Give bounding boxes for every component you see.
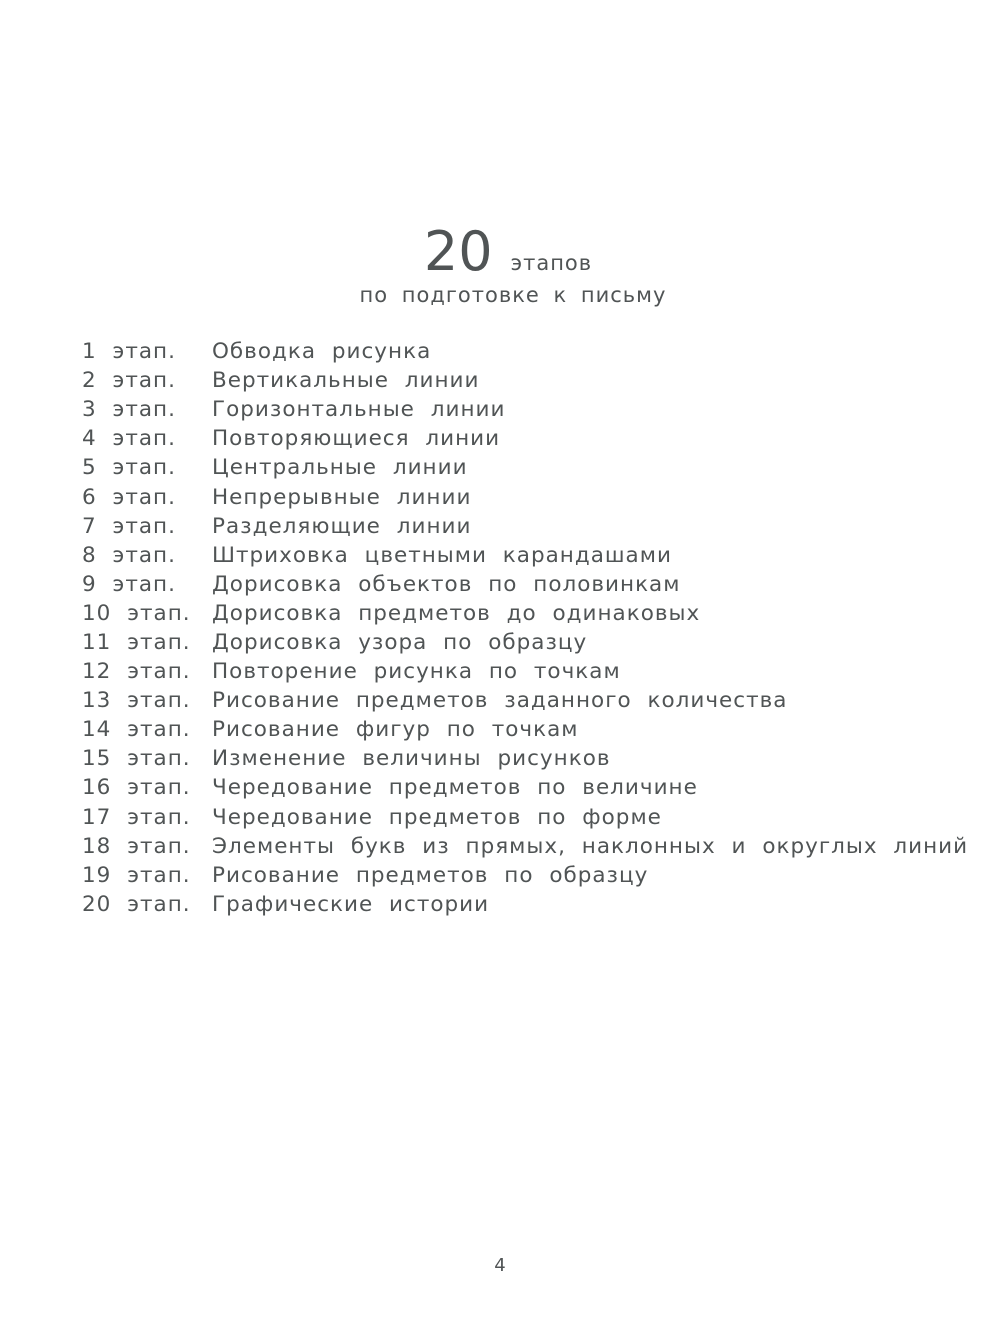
stage-name: Дорисовка предметов до одинаковых bbox=[212, 600, 701, 626]
stage-name: Штриховка цветными карандашами bbox=[212, 542, 672, 568]
stage-label: 11 этап. bbox=[82, 629, 191, 655]
list-item bbox=[82, 628, 982, 657]
title-number: 20 bbox=[423, 220, 493, 283]
stage-name: Элементы букв из прямых, наклонных и округлых линий bbox=[212, 833, 969, 859]
page-subtitle: по подготовке к письму bbox=[359, 283, 667, 307]
stages-list bbox=[82, 337, 982, 919]
stage-name: Повторяющиеся линии bbox=[212, 426, 501, 452]
list-item bbox=[82, 599, 982, 628]
stage-name: Горизонтальные линии bbox=[212, 397, 506, 423]
stage-label: 12 этап. bbox=[82, 659, 191, 685]
list-item bbox=[82, 773, 982, 802]
list-item bbox=[82, 861, 982, 890]
list-item bbox=[82, 395, 982, 424]
stage-label: 17 этап. bbox=[82, 804, 191, 830]
stage-label: 6 этап. bbox=[82, 484, 176, 510]
list-item bbox=[82, 803, 982, 832]
stage-label: 14 этап. bbox=[82, 717, 191, 743]
list-item bbox=[82, 482, 982, 511]
stage-label: 3 этап. bbox=[82, 397, 176, 423]
title-word: этапов bbox=[510, 251, 593, 275]
list-item bbox=[82, 686, 982, 715]
list-item bbox=[82, 657, 982, 686]
stage-name: Чередование предметов по форме bbox=[212, 804, 662, 830]
stage-name: Графические истории bbox=[212, 891, 490, 917]
stage-name: Рисование предметов заданного количества bbox=[212, 688, 788, 714]
page-title bbox=[0, 222, 1000, 282]
page-title-block bbox=[0, 222, 1000, 307]
stage-name: Повторение рисунка по точкам bbox=[212, 659, 621, 685]
stage-name: Дорисовка объектов по половинкам bbox=[212, 571, 681, 597]
stage-name: Вертикальные линии bbox=[212, 368, 480, 394]
stage-name: Разделяющие линии bbox=[212, 513, 472, 539]
stage-label: 10 этап. bbox=[82, 600, 191, 626]
list-item bbox=[82, 715, 982, 744]
stage-label: 5 этап. bbox=[82, 455, 176, 481]
list-item bbox=[82, 512, 982, 541]
stage-label: 9 этап. bbox=[82, 571, 176, 597]
stage-label: 20 этап. bbox=[82, 891, 191, 917]
list-item bbox=[82, 832, 982, 861]
stage-name: Рисование предметов по образцу bbox=[212, 862, 649, 888]
stage-name: Изменение величины рисунков bbox=[212, 746, 611, 772]
page-number: 4 bbox=[494, 1255, 506, 1276]
stage-label: 13 этап. bbox=[82, 688, 191, 714]
stage-name: Дорисовка узора по образцу bbox=[212, 629, 588, 655]
list-item bbox=[82, 744, 982, 773]
list-item bbox=[82, 890, 982, 919]
stage-name: Центральные линии bbox=[212, 455, 468, 481]
stage-label: 18 этап. bbox=[82, 833, 191, 859]
stage-name: Непрерывные линии bbox=[212, 484, 472, 510]
stage-name: Обводка рисунка bbox=[212, 339, 432, 365]
list-item bbox=[82, 570, 982, 599]
list-item bbox=[82, 337, 982, 366]
stage-label: 4 этап. bbox=[82, 426, 176, 452]
list-item bbox=[82, 366, 982, 395]
stage-label: 16 этап. bbox=[82, 775, 191, 801]
list-item bbox=[82, 453, 982, 482]
stage-label: 15 этап. bbox=[82, 746, 191, 772]
stage-name: Чередование предметов по величине bbox=[212, 775, 698, 801]
stage-label: 7 этап. bbox=[82, 513, 176, 539]
list-item bbox=[82, 541, 982, 570]
stage-label: 2 этап. bbox=[82, 368, 176, 394]
list-item bbox=[82, 424, 982, 453]
stage-label: 19 этап. bbox=[82, 862, 191, 888]
stage-name: Рисование фигур по точкам bbox=[212, 717, 579, 743]
stage-label: 8 этап. bbox=[82, 542, 176, 568]
stage-label: 1 этап. bbox=[82, 339, 176, 365]
